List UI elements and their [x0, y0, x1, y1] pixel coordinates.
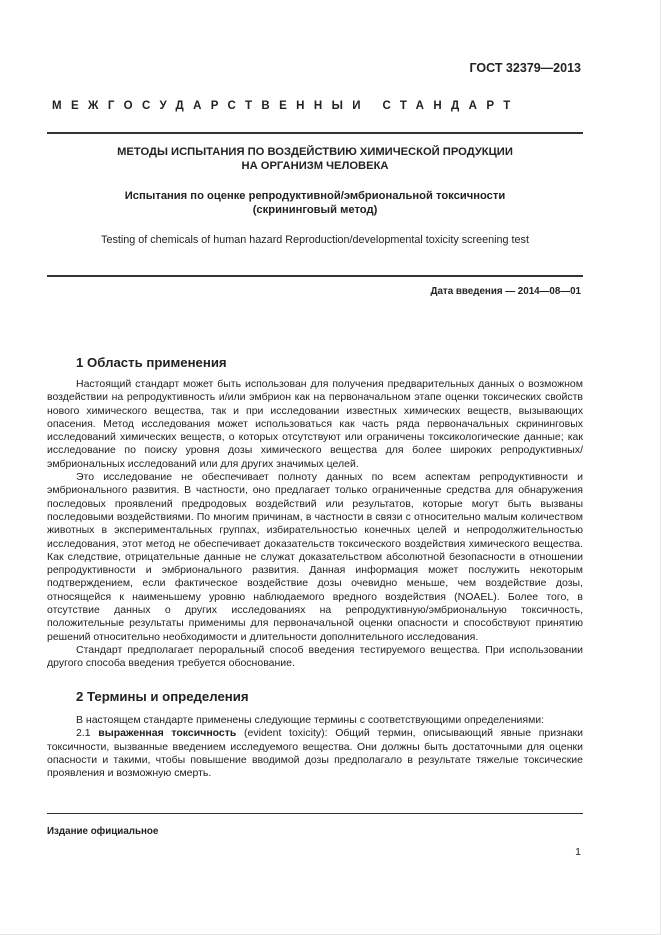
term-definition: [47, 727, 583, 780]
document-code: ГОСТ 32379—2013: [469, 61, 581, 75]
introduction-date: Дата введения — 2014—08—01: [430, 286, 581, 297]
footer-divider: [47, 813, 583, 814]
term-number: 2.1: [76, 727, 91, 740]
edition-label: Издание официальное: [47, 826, 159, 837]
subtitle: [47, 189, 583, 217]
section-2-heading: 2 Термины и определения: [76, 689, 249, 704]
paragraph: Стандарт предполагает пероральный способ введения тестируемого вещества. При использовании другого способа введения требуется обоснование.: [47, 643, 583, 670]
subtitle-line-2: (скрининговый метод): [252, 204, 378, 216]
section-2-body: [47, 714, 583, 780]
term-name: выраженная токсичность: [98, 727, 237, 740]
subtitle-line-1: Испытания по оценке репродуктивной/эмбриональной токсичности: [124, 190, 506, 202]
section-1-heading: 1 Область применения: [76, 355, 227, 370]
paragraph: В настоящем стандарте применены следующие термины с соответствующими определениями:: [76, 714, 545, 726]
section-1-body: [47, 378, 583, 671]
main-title: [47, 145, 583, 173]
standard-type-banner: МЕЖГОСУДАРСТВЕННЫЙ СТАНДАРТ: [52, 100, 520, 112]
paragraph: Настоящий стандарт может быть использован для получения предварительных данных о возможном воздействии на репродуктивность и/или эмбрион как на первоначальном этапе оценки токсических свойств нового химического вещества, так и при исследовании известных химических веществ, вызывающих опасения. Метод исследования может использоваться как часть ряда первоначальных скрининговых исследований химических веществ, о которых отсутствуют или ограничены токсикологические данные; как исследование по поиску уровня дозы химического вещества для более широких репродуктивных/эмбриональных исследований или для других значимых целей.: [47, 378, 583, 470]
main-title-line-1: МЕТОДЫ ИСПЫТАНИЯ ПО ВОЗДЕЙСТВИЮ ХИМИЧЕСКОЙ ПРОДУКЦИИ: [117, 146, 513, 158]
paragraph: Это исследование не обеспечивает полноту данных по всем аспектам репродуктивности и эмбрионального развития. В частности, оно предлагает только ограниченные средства для обнаружения последовых проявлений предродовых воздействий или результатов, которые могут быть вызваны последовыми воздействиями. По многим причинам, в частности в связи с относительно малым количеством животных в экспериментальных группах, избирательностью конечных целей и непродолжительностью исследования, этот метод не обеспечивает доказательств токсического воздействия химического вещества. Как следствие, отрицательные данные не служат доказательством абсолютной безопасности в отношении репродуктивности и эмбрионального развития. Данная информация может послужить некоторым подтверждением, если фактическое воздействие дозы очевидно меньше, чем воздействие дозы, относящейся к наименьшему уровню наблюдаемого вредного воздействия (NOAEL). Более того, в отсутствие данных о других исследованиях на репродуктивную/эмбриональную токсичность, положительные результаты применимы для первоначальной оценки опасности и способствуют принятию решений относительно необходимости и длительности дополнительного исследования.: [47, 471, 583, 643]
main-title-line-2: НА ОРГАНИЗМ ЧЕЛОВЕКА: [241, 160, 389, 172]
english-title: Testing of chemicals of human hazard Reproduction/developmental toxicity screening test: [101, 234, 529, 246]
top-divider: [47, 132, 583, 134]
term-definition-text: (evident toxicity): Общий термин, описывающий явные признаки токсичности, вызванные введением исследуемого вещества. Они должны быть достаточными для оценки опасности и такими, чтобы повышение вводимой дозы предполагало в результате тяжелые токсические проявления и возможную смерть.: [47, 727, 583, 780]
title-divider: [47, 275, 583, 277]
page-number: 1: [575, 846, 581, 858]
